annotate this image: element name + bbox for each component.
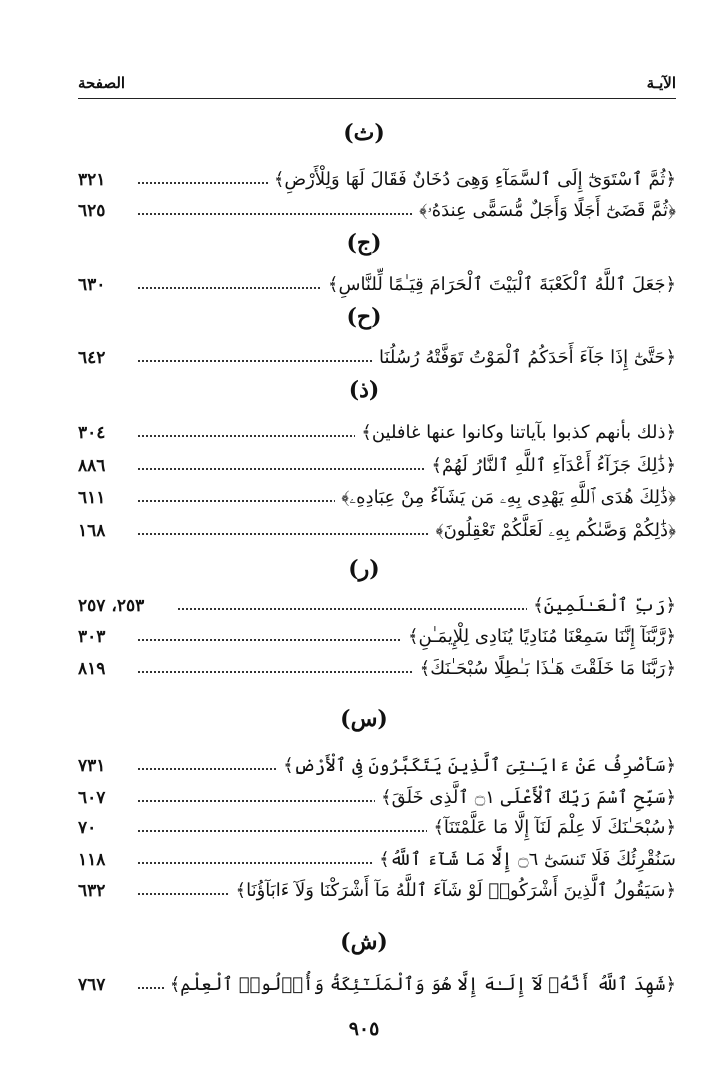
page-ref: ٦٤٢ — [78, 345, 113, 371]
verse-text: ﴿ذَٰلِكُمْ وَصَّىٰكُم بِهِۦ لَعَلَّكُمْ تَعْقِلُونَ﴾ — [430, 518, 676, 544]
page-ref: ٢٥٣، ٢٥٧ — [78, 593, 152, 619]
section-letter-ha: (ح) — [346, 304, 382, 330]
section-letter-jim: (ج) — [346, 230, 382, 256]
index-entry — [78, 167, 676, 193]
section-letter-tha: (ث) — [343, 120, 385, 146]
page-ref: ٨١٩ — [78, 656, 113, 682]
verse-text: ﴿ثُمَّ ٱسْتَوَىٰٓ إِلَى ٱلسَّمَآءِ وَهِىَ دُخَانٌ فَقَالَ لَهَا وَلِلْأَرْضِ﴾ — [268, 167, 676, 193]
verse-text: ﴿ذلك بأنهم كذبوا بآياتنا وكانوا عنها غافلين﴾ — [355, 420, 676, 446]
page-ref: ٣٠٤ — [78, 420, 113, 446]
page-ref: ٦١١ — [78, 485, 113, 511]
index-entry — [78, 847, 676, 873]
verse-text: ﴿رَبَّنَا مَا خَلَقْتَ هَـٰذَا بَـٰطِلًا سُبْحَـٰنَكَ﴾ — [414, 656, 676, 682]
verse-text: ﴿ذَٰلِكَ هُدَى ٱللَّهِ يَهْدِى بِهِۦ مَن يَشَآءُ مِنْ عِبَادِهِۦ﴾ — [335, 485, 676, 511]
verse-text: ﴿سَبِّحِ ٱسْمَ رَبِّكَ ٱلْأَعْلَى ۝١ ٱلَّذِى خَلَقَ﴾ — [375, 785, 676, 811]
index-entry — [78, 624, 676, 650]
page-ref: ٣٢١ — [78, 167, 113, 193]
verse-text: ﴿ذَٰلِكَ جَزَآءُ أَعْدَآءِ ٱللَّهِ ٱلنَّارُ لَهُمْ﴾ — [425, 453, 676, 479]
index-header — [78, 74, 676, 99]
page-ref: ٦٣٠ — [78, 272, 113, 298]
page-ref: ٦٣٢ — [78, 878, 113, 904]
ayah-column-label: الآيـة — [646, 74, 676, 92]
verse-text: سَنُقْرِئُكَ فَلَا تَنسَىٰٓ ۝٦ إِلَّا مَا شَآءَ ٱللَّهُ﴾ — [373, 847, 676, 873]
section-letter-dhal: (ذ) — [348, 377, 380, 403]
section-letter-sin: (س) — [340, 706, 388, 732]
page-ref: ٦٢٥ — [78, 198, 113, 224]
index-entry — [78, 815, 676, 841]
index-entry — [78, 785, 676, 811]
index-entry — [78, 198, 676, 224]
page-ref: ٧٦٧ — [78, 972, 113, 998]
verse-text: ﴿رَبِّ ٱلْعَـٰلَمِينَ﴾ — [527, 593, 676, 619]
page-number: ٩٠٥ — [348, 1018, 380, 1040]
verse-text: ﴿شَهِدَ ٱللَّهُ أَنَّهُۥ لَآ إِلَـٰهَ إِلَّا هُوَ وَٱلْمَلَـٰٓئِكَةُ وَأُو۟لُوا۟ ٱلْعِلْمِ﴾ — [164, 972, 676, 998]
index-entry — [78, 518, 676, 544]
verse-text: ﴿سَيَقُولُ ٱلَّذِينَ أَشْرَكُوا۟ لَوْ شَآءَ ٱللَّهُ مَآ أَشْرَكْنَا وَلَآ ءَابَآؤُنَا﴾ — [230, 878, 676, 904]
index-entry — [78, 453, 676, 479]
page-ref: ٧٠ — [78, 815, 104, 841]
index-entry — [78, 753, 676, 779]
page-ref: ١١٨ — [78, 847, 113, 873]
page-ref: ١٦٨ — [78, 518, 113, 544]
index-entry — [78, 878, 676, 904]
index-entry — [78, 420, 676, 446]
section-letter-ra: (ر) — [348, 556, 380, 582]
page-ref: ٣٠٣ — [78, 624, 113, 650]
verse-text: ﴿رَّبَّنَآ إِنَّنَا سَمِعْنَا مُنَادِيًا يُنَادِى لِلْإِيمَـٰنِ﴾ — [402, 624, 676, 650]
index-entry — [78, 656, 676, 682]
index-entry — [78, 272, 676, 298]
verse-text: ﴿حَتَّىٰٓ إِذَا جَآءَ أَحَدَكُمُ ٱلْمَوْتُ تَوَفَّتْهُ رُسُلُنَا — [373, 345, 676, 371]
index-entry — [78, 593, 676, 619]
section-letter-shin: (ش) — [340, 929, 388, 955]
page-ref: ٨٨٦ — [78, 453, 113, 479]
verse-text: ﴿جَعَلَ ٱللَّهُ ٱلْكَعْبَةَ ٱلْبَيْتَ ٱلْحَرَامَ قِيَـٰمًا لِّلنَّاسِ﴾ — [322, 272, 676, 298]
verse-text: ﴿سَأَصْرِفُ عَنْ ءَايَـٰتِىَ ٱلَّذِينَ يَتَكَبَّرُونَ فِى ٱلْأَرْضِ﴾ — [277, 753, 676, 779]
index-entry — [78, 972, 676, 998]
page-ref: ٧٣١ — [78, 753, 113, 779]
verse-text: ﴿سُبْحَـٰنَكَ لَا عِلْمَ لَنَآ إِلَّا مَا عَلَّمْتَنَآ﴾ — [427, 815, 676, 841]
verse-text: ﴿ثُمَّ قَضَىٰٓ أَجَلًا وَأَجَلٌ مُّسَمًّى عِندَهُۥ﴾ — [413, 198, 676, 224]
index-entry — [78, 345, 676, 371]
page-column-label: الصفحة — [78, 74, 126, 92]
page-ref: ٦٠٧ — [78, 785, 113, 811]
index-entry — [78, 485, 676, 511]
